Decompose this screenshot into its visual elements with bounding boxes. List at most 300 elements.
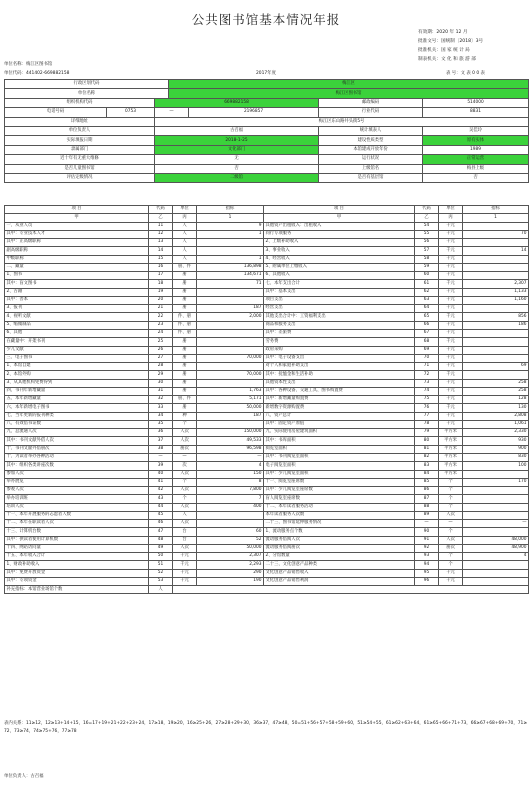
cell-unit-left: —	[173, 453, 197, 461]
cell-value-left: 4	[197, 462, 264, 470]
cell-value-right: 900	[463, 445, 529, 453]
cell-code-right: 77	[415, 412, 439, 420]
cell-unit-right: 千元	[439, 272, 463, 280]
cell-item-right: 文化创意产品销售利润	[264, 577, 415, 585]
cell-item-left: 5、缩微制品	[5, 321, 149, 329]
cell-item-right: 其中：少儿阅览室面积	[264, 470, 415, 478]
cell-item-right: 5、附属单位上缴收入	[264, 263, 415, 271]
cell-value-right: 100	[463, 462, 529, 470]
cell-unit-right: 千元	[439, 230, 463, 238]
supplement-unit: 人	[149, 586, 173, 594]
table-row	[5, 329, 529, 337]
cell-value-right	[463, 487, 529, 495]
report-title: 公共图书馆基本情况年报	[191, 12, 341, 27]
supplement-blank	[173, 586, 529, 594]
repair-label: 近十年有无重大维修	[5, 155, 155, 164]
cell-value-right: 856	[463, 313, 529, 321]
cell-code-right: 82	[415, 453, 439, 461]
cell-unit-right: 千元	[439, 255, 463, 263]
cell-unit-right: 个	[439, 478, 463, 486]
cell-value-left	[197, 329, 264, 337]
cell-unit-left: 册	[173, 346, 197, 354]
cell-unit-left: 人	[173, 239, 197, 247]
cell-value-left: 150	[197, 470, 264, 478]
cell-code-left: 41	[149, 478, 173, 486]
cell-unit-left: 人次	[173, 544, 197, 552]
cell-value-right	[463, 528, 529, 536]
cell-code-right: 57	[415, 247, 439, 255]
cell-unit-right: 千元	[439, 313, 463, 321]
cell-code-left: 35	[149, 420, 173, 428]
cell-item-right: 同行专项服务	[264, 230, 415, 238]
cell-item-right: 九、实际使用房屋建筑面积	[264, 429, 415, 437]
cell-value-right: 48,000	[463, 536, 529, 544]
cell-code-left: 43	[149, 495, 173, 503]
cell-item-left: 其中：专项资金	[5, 577, 149, 585]
cell-unit-left: 册	[173, 404, 197, 412]
cell-unit-right: 人次	[439, 511, 463, 519]
construction-type-label: 建设性质类型	[319, 136, 423, 145]
table-row	[5, 478, 529, 486]
cell-value-left	[197, 338, 264, 346]
construction-type-value: 原有实体	[423, 136, 529, 145]
table-row	[5, 420, 529, 428]
cell-value-left	[197, 379, 264, 387]
cell-item-right: 其中：书刊阅览室面积	[264, 453, 415, 461]
cell-item-left: 其中：组织各类讲座次数	[5, 462, 149, 470]
cell-value-right	[463, 272, 529, 280]
cell-value-right: 170	[463, 478, 529, 486]
cell-item-right: 其中：各种设备、交通工具、图书购置费	[264, 387, 415, 395]
cell-value-right	[463, 255, 529, 263]
cell-unit-left: 个	[173, 495, 197, 503]
cell-item-left: 1、财政补助收入	[5, 561, 149, 569]
cell-code-left: 32	[149, 396, 173, 404]
cell-code-right: 58	[415, 255, 439, 263]
cell-unit-right: 平方米	[439, 470, 463, 478]
table-row	[5, 487, 529, 495]
cell-code-left: 53	[149, 577, 173, 585]
cell-item-right: 其中：抚恤金和生活补助	[264, 371, 415, 379]
cell-value-left: 5,171	[197, 396, 264, 404]
cell-unit-right: 个	[439, 561, 463, 569]
cell-item-right: 其中：书库面积	[264, 437, 415, 445]
cell-value-right: 128	[463, 396, 529, 404]
cell-item-left: 3、报刊	[5, 305, 149, 313]
cell-item-left: 一、从业人员	[5, 222, 149, 230]
cell-code-right: 92	[415, 544, 439, 552]
table-row	[5, 495, 529, 503]
cell-code-left: 38	[149, 445, 173, 453]
cell-item-right: 其他资产出租收入：出租收入	[264, 222, 415, 230]
cell-value-left	[197, 239, 264, 247]
cell-item-right: 其中：少儿阅览室座席数	[264, 487, 415, 495]
table-row	[5, 230, 529, 238]
cell-unit-left: 册	[173, 296, 197, 304]
footer-head-person: 单位负责人：古召福	[4, 774, 44, 779]
cell-code-right: 78	[415, 420, 439, 428]
postcode-label: 邮政编码	[319, 98, 423, 107]
unit-name-label: 单位名称	[5, 89, 169, 98]
table-row	[5, 412, 529, 420]
cell-value-left: —	[197, 453, 264, 461]
address-value: 梅江区东山路井头街5号	[155, 117, 529, 126]
cell-unit-right: —	[439, 520, 463, 528]
cell-item-left: 4、视听文献	[5, 313, 149, 321]
header-info-table	[4, 79, 529, 183]
cell-item-right: 流动服务借阅人次	[264, 536, 415, 544]
table-row	[5, 313, 529, 321]
cell-value-left: 50,000	[197, 404, 264, 412]
table-row	[5, 445, 529, 453]
cell-unit-left: 千元	[173, 577, 197, 585]
cell-value-left: 96,598	[197, 445, 264, 453]
cell-code-left: 36	[149, 429, 173, 437]
cell-code-left: —	[149, 453, 173, 461]
cell-code-right: 79	[415, 429, 439, 437]
cell-value-left	[197, 288, 264, 296]
sub-b-right: 乙	[415, 214, 439, 222]
cell-code-left: 40	[149, 470, 173, 478]
cell-value-left: 290	[197, 569, 264, 577]
cell-unit-left: 册	[173, 387, 197, 395]
cell-unit-right: 个	[439, 528, 463, 536]
cell-code-right: 72	[415, 371, 439, 379]
cell-unit-left: 台	[173, 536, 197, 544]
cell-item-right: 对个人和家庭补助支出	[264, 363, 415, 371]
statistics-table	[4, 205, 529, 594]
filler-label: 统计填表人	[319, 126, 423, 135]
cell-code-right: 86	[415, 487, 439, 495]
cell-code-right: 56	[415, 239, 439, 247]
report-date-value: 2018-1-25	[155, 136, 319, 145]
cell-code-left: 13	[149, 239, 173, 247]
cell-code-right: 95	[415, 569, 439, 577]
cell-code-right: 80	[415, 437, 439, 445]
parent-library-value: 梅县上级	[423, 164, 529, 173]
cell-value-left: 2,293	[197, 561, 264, 569]
cell-item-left: 六、本年新增电子图书	[5, 404, 149, 412]
cell-unit-right: 平方米	[439, 437, 463, 445]
cell-value-left: 50,000	[197, 544, 264, 552]
cell-value-left	[197, 420, 264, 428]
cell-code-left: 27	[149, 354, 173, 362]
cell-code-right: 66	[415, 321, 439, 329]
cell-item-right: 6、其他收入	[264, 272, 415, 280]
meta-approval-no: 批准文号：国统制〔2018〕3号	[418, 39, 484, 44]
cell-code-right: 67	[415, 329, 439, 337]
children-library-value: 否	[155, 164, 319, 173]
cell-unit-left: 人	[173, 222, 197, 230]
phone-dash: —	[155, 108, 189, 117]
cell-code-left: 24	[149, 329, 173, 337]
cell-item-right: 其中：固定资产原值	[264, 420, 415, 428]
unit-name: 单位名称：梅江区图书馆	[4, 62, 53, 67]
cell-item-right: 十一、阅览室座席数	[264, 478, 415, 486]
table-row	[5, 338, 529, 346]
cell-code-right: 55	[415, 230, 439, 238]
report-date-label: 实际填报日期	[5, 136, 155, 145]
cell-code-right: 85	[415, 478, 439, 486]
table-row	[5, 255, 529, 263]
cell-unit-right: 千元	[439, 280, 463, 288]
cell-item-right: 盲人阅览室座席数	[264, 495, 415, 503]
cell-unit-right: 平方米	[439, 462, 463, 470]
cell-value-left: 70,000	[197, 354, 264, 362]
cell-value-right: 14	[463, 247, 529, 255]
repair-value: 无	[155, 155, 319, 164]
cell-unit-right: 千元	[439, 363, 463, 371]
department-label: 隶属部门	[5, 145, 155, 154]
cell-unit-left: 册	[173, 272, 197, 280]
cell-value-right: 258	[463, 387, 529, 395]
cell-value-right	[463, 495, 529, 503]
cell-code-right: 91	[415, 536, 439, 544]
cell-value-left: 187	[197, 305, 264, 313]
cell-item-right: 八、资产总计	[264, 412, 415, 420]
cell-value-right	[463, 511, 529, 519]
cell-code-left: 49	[149, 544, 173, 552]
cell-value-right: 2,330	[463, 429, 529, 437]
cell-unit-right: 千元	[439, 329, 463, 337]
cell-code-right: —	[415, 520, 439, 528]
cell-unit-right: 千元	[439, 305, 463, 313]
sub-a-right: 甲	[264, 214, 415, 222]
cell-item-right: 2、上级补助收入	[264, 239, 415, 247]
cell-item-right: 七、本年支出合计	[264, 280, 415, 288]
sub-1-right: 1	[463, 214, 529, 222]
cell-item-left: 八、有效借书证数	[5, 420, 149, 428]
cell-unit-left: 人次	[173, 487, 197, 495]
cell-code-right: 54	[415, 222, 439, 230]
cell-value-right	[463, 569, 529, 577]
cell-value-left: 7	[197, 495, 264, 503]
cell-item-left: 6、其他	[5, 329, 149, 337]
cell-unit-left: 册	[173, 288, 197, 296]
cell-code-left: 37	[149, 437, 173, 445]
branch-library-label: 是否有基层馆	[319, 173, 423, 182]
cell-item-left: 二、藏量	[5, 263, 149, 271]
rating-value: 二级馆	[155, 173, 319, 182]
cell-code-right: 60	[415, 272, 439, 280]
cell-unit-right: 个	[439, 503, 463, 511]
col-unit-right: 单位	[439, 206, 463, 214]
cell-code-right: 61	[415, 280, 439, 288]
cell-unit-left: 个	[173, 420, 197, 428]
cell-code-left: 31	[149, 387, 173, 395]
cell-unit-right: 千元	[439, 239, 463, 247]
cell-value-left: 49,533	[197, 437, 264, 445]
cell-item-left: 3、从其他机构免费得到	[5, 379, 149, 387]
operation-status-label: 运行状况	[319, 155, 423, 164]
cell-item-left: 十二、本年在职读者人次	[5, 520, 149, 528]
table-row	[5, 511, 529, 519]
cell-code-right: 84	[415, 470, 439, 478]
cell-code-right: 59	[415, 263, 439, 271]
cell-code-left: 19	[149, 288, 173, 296]
cell-item-right: 新增数字资源购置费	[264, 404, 415, 412]
open-year-value: 1989	[423, 145, 529, 154]
table-row	[5, 371, 529, 379]
cell-unit-left: 册	[173, 305, 197, 313]
cell-item-left: 其中：专业技术人才	[5, 230, 149, 238]
cell-item-right: 其中：差旅费	[264, 329, 415, 337]
cell-value-right: —	[463, 520, 529, 528]
cell-unit-left: 千元	[173, 553, 197, 561]
cell-value-left: 1,763	[197, 387, 264, 395]
operation-status-value: 正常运营	[423, 155, 529, 164]
cell-code-left: 47	[149, 528, 173, 536]
col-value-left: 指标	[197, 206, 264, 214]
industry-code-value: 8831	[423, 108, 529, 117]
cell-item-left: 培训人次	[5, 503, 149, 511]
cell-item-right: 1、流动服务点个数	[264, 528, 415, 536]
cell-unit-right: 平方米	[439, 453, 463, 461]
cell-code-right: 93	[415, 553, 439, 561]
cell-value-right: 1,061	[463, 420, 529, 428]
cell-unit-right: 千元	[439, 354, 463, 362]
cell-item-right: 商品和服务支出	[264, 321, 415, 329]
cell-value-left: 71	[197, 280, 264, 288]
cell-code-left: 17	[149, 272, 173, 280]
cell-code-right: 96	[415, 577, 439, 585]
cell-item-right: 其他资本性支出	[264, 379, 415, 387]
table-row	[5, 280, 529, 288]
table-row	[5, 379, 529, 387]
cell-item-right: 政府采购	[264, 346, 415, 354]
year-label: 2017年度	[256, 71, 276, 76]
cell-value-right: 830	[463, 453, 529, 461]
cell-value-right	[463, 371, 529, 379]
cell-value-left: 190	[197, 577, 264, 585]
cell-item-left: 参观人次	[5, 487, 149, 495]
table-row	[5, 387, 529, 395]
cell-value-right: 186	[463, 321, 529, 329]
cell-code-left: 51	[149, 561, 173, 569]
table-row	[5, 561, 529, 569]
rating-label: 评估定级情况	[5, 173, 155, 182]
cell-code-right: 89	[415, 511, 439, 519]
cell-value-right	[463, 239, 529, 247]
table-row	[5, 569, 529, 577]
cell-value-right: 2,808	[463, 412, 529, 420]
cell-code-right: 81	[415, 445, 439, 453]
cell-item-left: 五、本年新增藏量	[5, 396, 149, 404]
cell-unit-left: 册次	[173, 445, 197, 453]
cell-item-right: 其中：基本支出	[264, 288, 415, 296]
cell-value-left: 7,800	[197, 487, 264, 495]
industry-code-label: 行业代码	[319, 108, 423, 117]
cell-unit-left: 人	[173, 230, 197, 238]
cell-item-left: 副高级职称	[5, 247, 149, 255]
cell-value-right	[463, 561, 529, 569]
cell-unit-left: 册	[173, 280, 197, 288]
cell-item-right: 电子阅览室面积	[264, 462, 415, 470]
cell-item-right: 二十三、图书馆延伸服务情况	[264, 520, 415, 528]
cell-item-left: 其中：免费开放资金	[5, 569, 149, 577]
cell-item-left: 四、书刊年新增藏量	[5, 387, 149, 395]
table-row	[5, 222, 529, 230]
cell-code-left: 34	[149, 412, 173, 420]
cell-item-right: 项目支出	[264, 296, 415, 304]
cell-item-left: 举办培训班	[5, 495, 149, 503]
cell-unit-right: 平方米	[439, 429, 463, 437]
cell-value-right: 69	[463, 363, 529, 371]
cell-unit-right: 千元	[439, 338, 463, 346]
cell-code-right: 90	[415, 528, 439, 536]
sub-b-left: 乙	[149, 214, 173, 222]
cell-value-left: 52	[197, 536, 264, 544]
table-row	[5, 528, 529, 536]
branch-library-value: 否	[423, 173, 529, 182]
cell-value-left: 1	[197, 255, 264, 263]
supplement-label: 补充指标：本馆营业场馆个数	[5, 586, 149, 594]
cell-code-left: 28	[149, 363, 173, 371]
cell-item-right: 其中：新增藏量购置费	[264, 396, 415, 404]
sub-1-left: 1	[197, 214, 264, 222]
cell-item-left: 中级职称	[5, 255, 149, 263]
cell-unit-right: 千元	[439, 296, 463, 304]
cell-code-left: 15	[149, 255, 173, 263]
cell-unit-left: 件、册	[173, 313, 197, 321]
cell-code-right: 62	[415, 288, 439, 296]
cell-unit-left: 人次	[173, 503, 197, 511]
col-value-right: 指标	[463, 206, 529, 214]
cell-code-left: 11	[149, 222, 173, 230]
org-code-value: 669882158	[155, 98, 319, 107]
cell-item-right: 经营支出	[264, 305, 415, 313]
cell-value-left: 136,898	[197, 263, 264, 271]
cell-unit-left: 人次	[173, 437, 197, 445]
table-row	[5, 553, 529, 561]
cell-item-left: 2、本馆外购	[5, 371, 149, 379]
cell-item-left: 十一、本年开展服务的志愿者人数	[5, 511, 149, 519]
cell-item-left: 1、图书	[5, 272, 149, 280]
cell-code-left: 46	[149, 520, 173, 528]
table-row	[5, 346, 529, 354]
table-row	[5, 462, 529, 470]
cell-value-left	[197, 321, 264, 329]
department-value: 文化部门	[155, 145, 319, 154]
cell-item-left: 十五、本年收入合计	[5, 553, 149, 561]
cell-unit-left: 人	[173, 247, 197, 255]
cell-code-left: 22	[149, 313, 173, 321]
cell-unit-left: 千元	[173, 561, 197, 569]
cell-item-left: 十、为读者举办各种活动	[5, 453, 149, 461]
cell-unit-left: 册	[173, 379, 197, 387]
col-code-right: 代码	[415, 206, 439, 214]
table-row	[5, 239, 529, 247]
cell-unit-left: 件、册	[173, 329, 197, 337]
filler-value: 吴佳玲	[423, 126, 529, 135]
admin-code-label: 行政区划代码	[5, 80, 169, 89]
cell-unit-left: 人次	[173, 470, 197, 478]
table-row	[5, 470, 529, 478]
cell-value-right	[463, 354, 529, 362]
cell-value-left	[197, 520, 264, 528]
cell-item-left: 其中：书刊文献外借人次	[5, 437, 149, 445]
cell-item-right: 其他支出合计中：工资福利支出	[264, 313, 415, 321]
cell-item-right: 3、事业收入	[264, 247, 415, 255]
cell-code-left: 33	[149, 404, 173, 412]
cell-code-right: 76	[415, 404, 439, 412]
cell-item-left: 举办展览	[5, 478, 149, 486]
cell-value-left: 9	[197, 222, 264, 230]
cell-value-right	[463, 263, 529, 271]
cell-unit-right: 千元	[439, 396, 463, 404]
cell-unit-right: 个	[439, 487, 463, 495]
cell-value-right: 930	[463, 437, 529, 445]
